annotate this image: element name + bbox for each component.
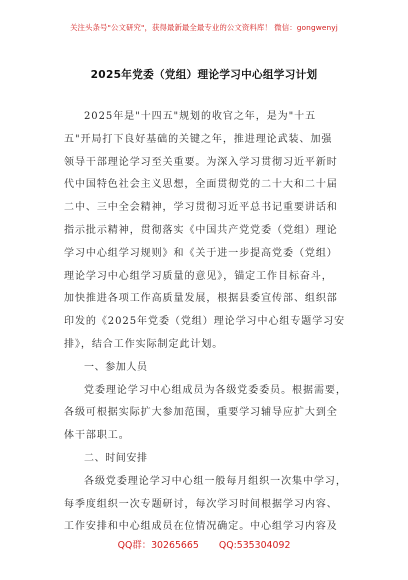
paragraph-line: 每季度组织一次专题研讨，每次学习时间根据学习内容、 <box>64 498 338 510</box>
paragraph-line: 二中、三中全会精神，学习贯彻习近平总书记重要讲话和 <box>64 202 338 214</box>
paragraph-line: 领导干部理论学习至关重要。为深入学习贯彻习近平新时 <box>64 156 338 168</box>
paragraph-line: 指示批示精神，贯彻落实《中国共产党党委（党组）理论 <box>64 224 338 236</box>
document-title: 2025年党委（党组）理论学习中心组学习计划 <box>90 69 318 81</box>
paragraph-line: 各级党委理论学习中心组一般每月组织一次集中学习， <box>84 475 347 487</box>
paragraph-line: 学习中心组学习规则》和《关于进一步提高党委（党组） <box>64 247 338 259</box>
paragraph-line: 五"开局打下良好基础的关键之年，推进理论武装、加强 <box>64 133 333 145</box>
qq-number: QQ:535304092 <box>218 540 291 551</box>
qq-group: QQ群：30265665 <box>117 540 199 551</box>
footer-contact <box>0 537 408 551</box>
paragraph-line: 各级可根据实际扩大参加范围，重要学习辅导应扩大到全 <box>64 407 338 419</box>
paragraph-line: 理论学习中心组学习质量的意见》，锚定工作目标奋斗， <box>64 270 333 282</box>
section-heading: 一、参加人员 <box>84 361 148 373</box>
paragraph-line: 加快推进各项工作高质量发展，根据县委宣传部、组织部 <box>64 293 338 305</box>
paragraph-line: 工作安排和中心组成员在位情况确定。中心组学习内容及 <box>64 521 338 533</box>
paragraph-line: 排》，结合工作实际制定此计划。 <box>64 338 224 350</box>
section-heading: 二、时间安排 <box>84 452 148 464</box>
paragraph-line: 印发的《2025年党委（党组）理论学习中心组专题学习安 <box>64 316 346 328</box>
paragraph-line: 代中国特色社会主义思想，全面贯彻党的二十大和二十届 <box>64 179 338 191</box>
paragraph-line: 体干部职工。 <box>64 430 130 442</box>
paragraph-line: 党委理论学习中心组成员为各级党委委员。根据需要， <box>84 384 347 396</box>
document-body <box>64 106 354 539</box>
top-banner: 关注头条号"公文研究"，获得最新最全最专业的公文资料库！ 微信：gongwenyj <box>70 23 338 32</box>
paragraph-line: 2025年是"十四五"规划的收官之年，是为"十五 <box>84 111 317 122</box>
